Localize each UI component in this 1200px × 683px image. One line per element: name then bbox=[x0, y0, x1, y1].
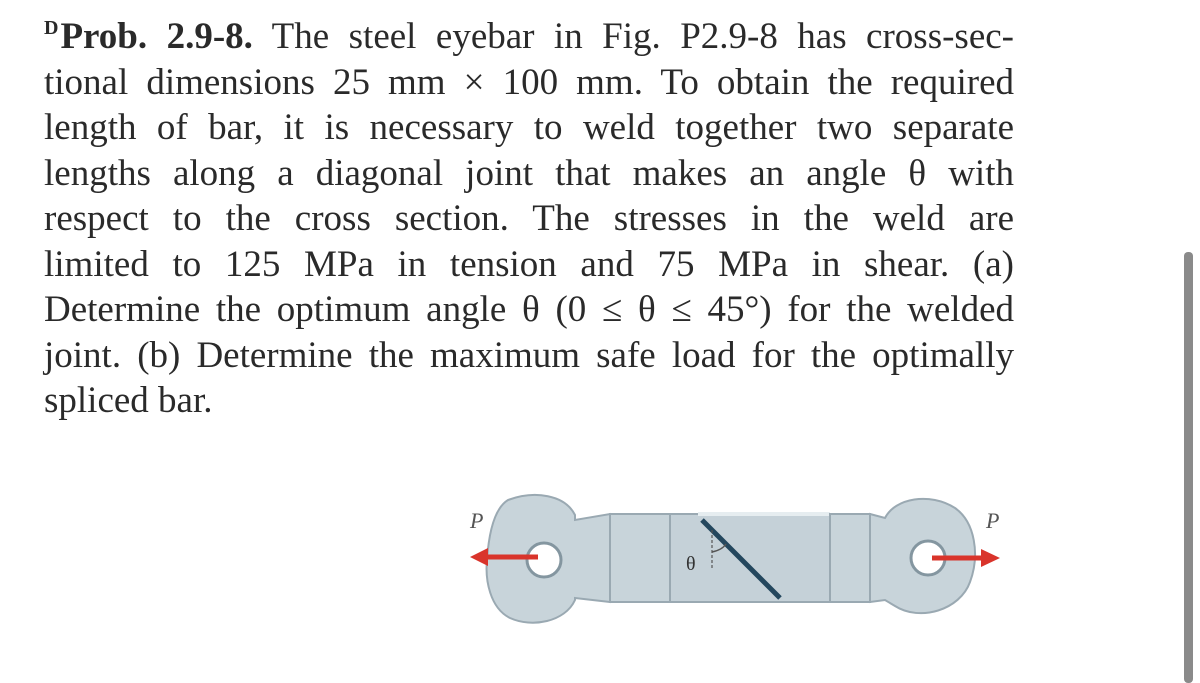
eyebar-figure bbox=[440, 470, 1020, 660]
problem-line-1-text: The steel eyebar in Fig. P2.9-8 has cross-sec- bbox=[252, 16, 1014, 57]
angle-label: θ bbox=[686, 553, 696, 575]
left-load-label: P bbox=[470, 508, 484, 533]
vertical-scrollbar[interactable] bbox=[1184, 252, 1193, 683]
problem-line-5: respect to the cross section. The stresses in the weld are bbox=[44, 198, 1014, 239]
right-load-label: P bbox=[986, 508, 1000, 533]
problem-line-8: joint. (b) Determine the maximum safe load for the optimally bbox=[44, 334, 1014, 376]
problem-line-3: length of bar, it is necessary to weld together two separate bbox=[44, 107, 1014, 148]
problem-line-9: spliced bar. bbox=[44, 380, 213, 421]
problem-line-2: tional dimensions 25 mm × 100 mm. To obtain the required bbox=[44, 61, 1014, 103]
bar-right-segment bbox=[830, 514, 870, 602]
problem-line-4: lengths along a diagonal joint that makes an angle θ with bbox=[44, 152, 1014, 194]
problem-label: Prob. 2.9-8. bbox=[60, 16, 253, 57]
problem-line-6: limited to 125 MPa in tension and 75 MPa in shear. (a) bbox=[44, 243, 1014, 285]
problem-line-7: Determine the optimum angle θ (0 ≤ θ ≤ 45°) for the welded bbox=[44, 289, 1014, 330]
problem-statement bbox=[44, 6, 1014, 424]
problem-line-1 bbox=[44, 6, 1014, 60]
problem-superscript-mark: D bbox=[44, 17, 59, 39]
